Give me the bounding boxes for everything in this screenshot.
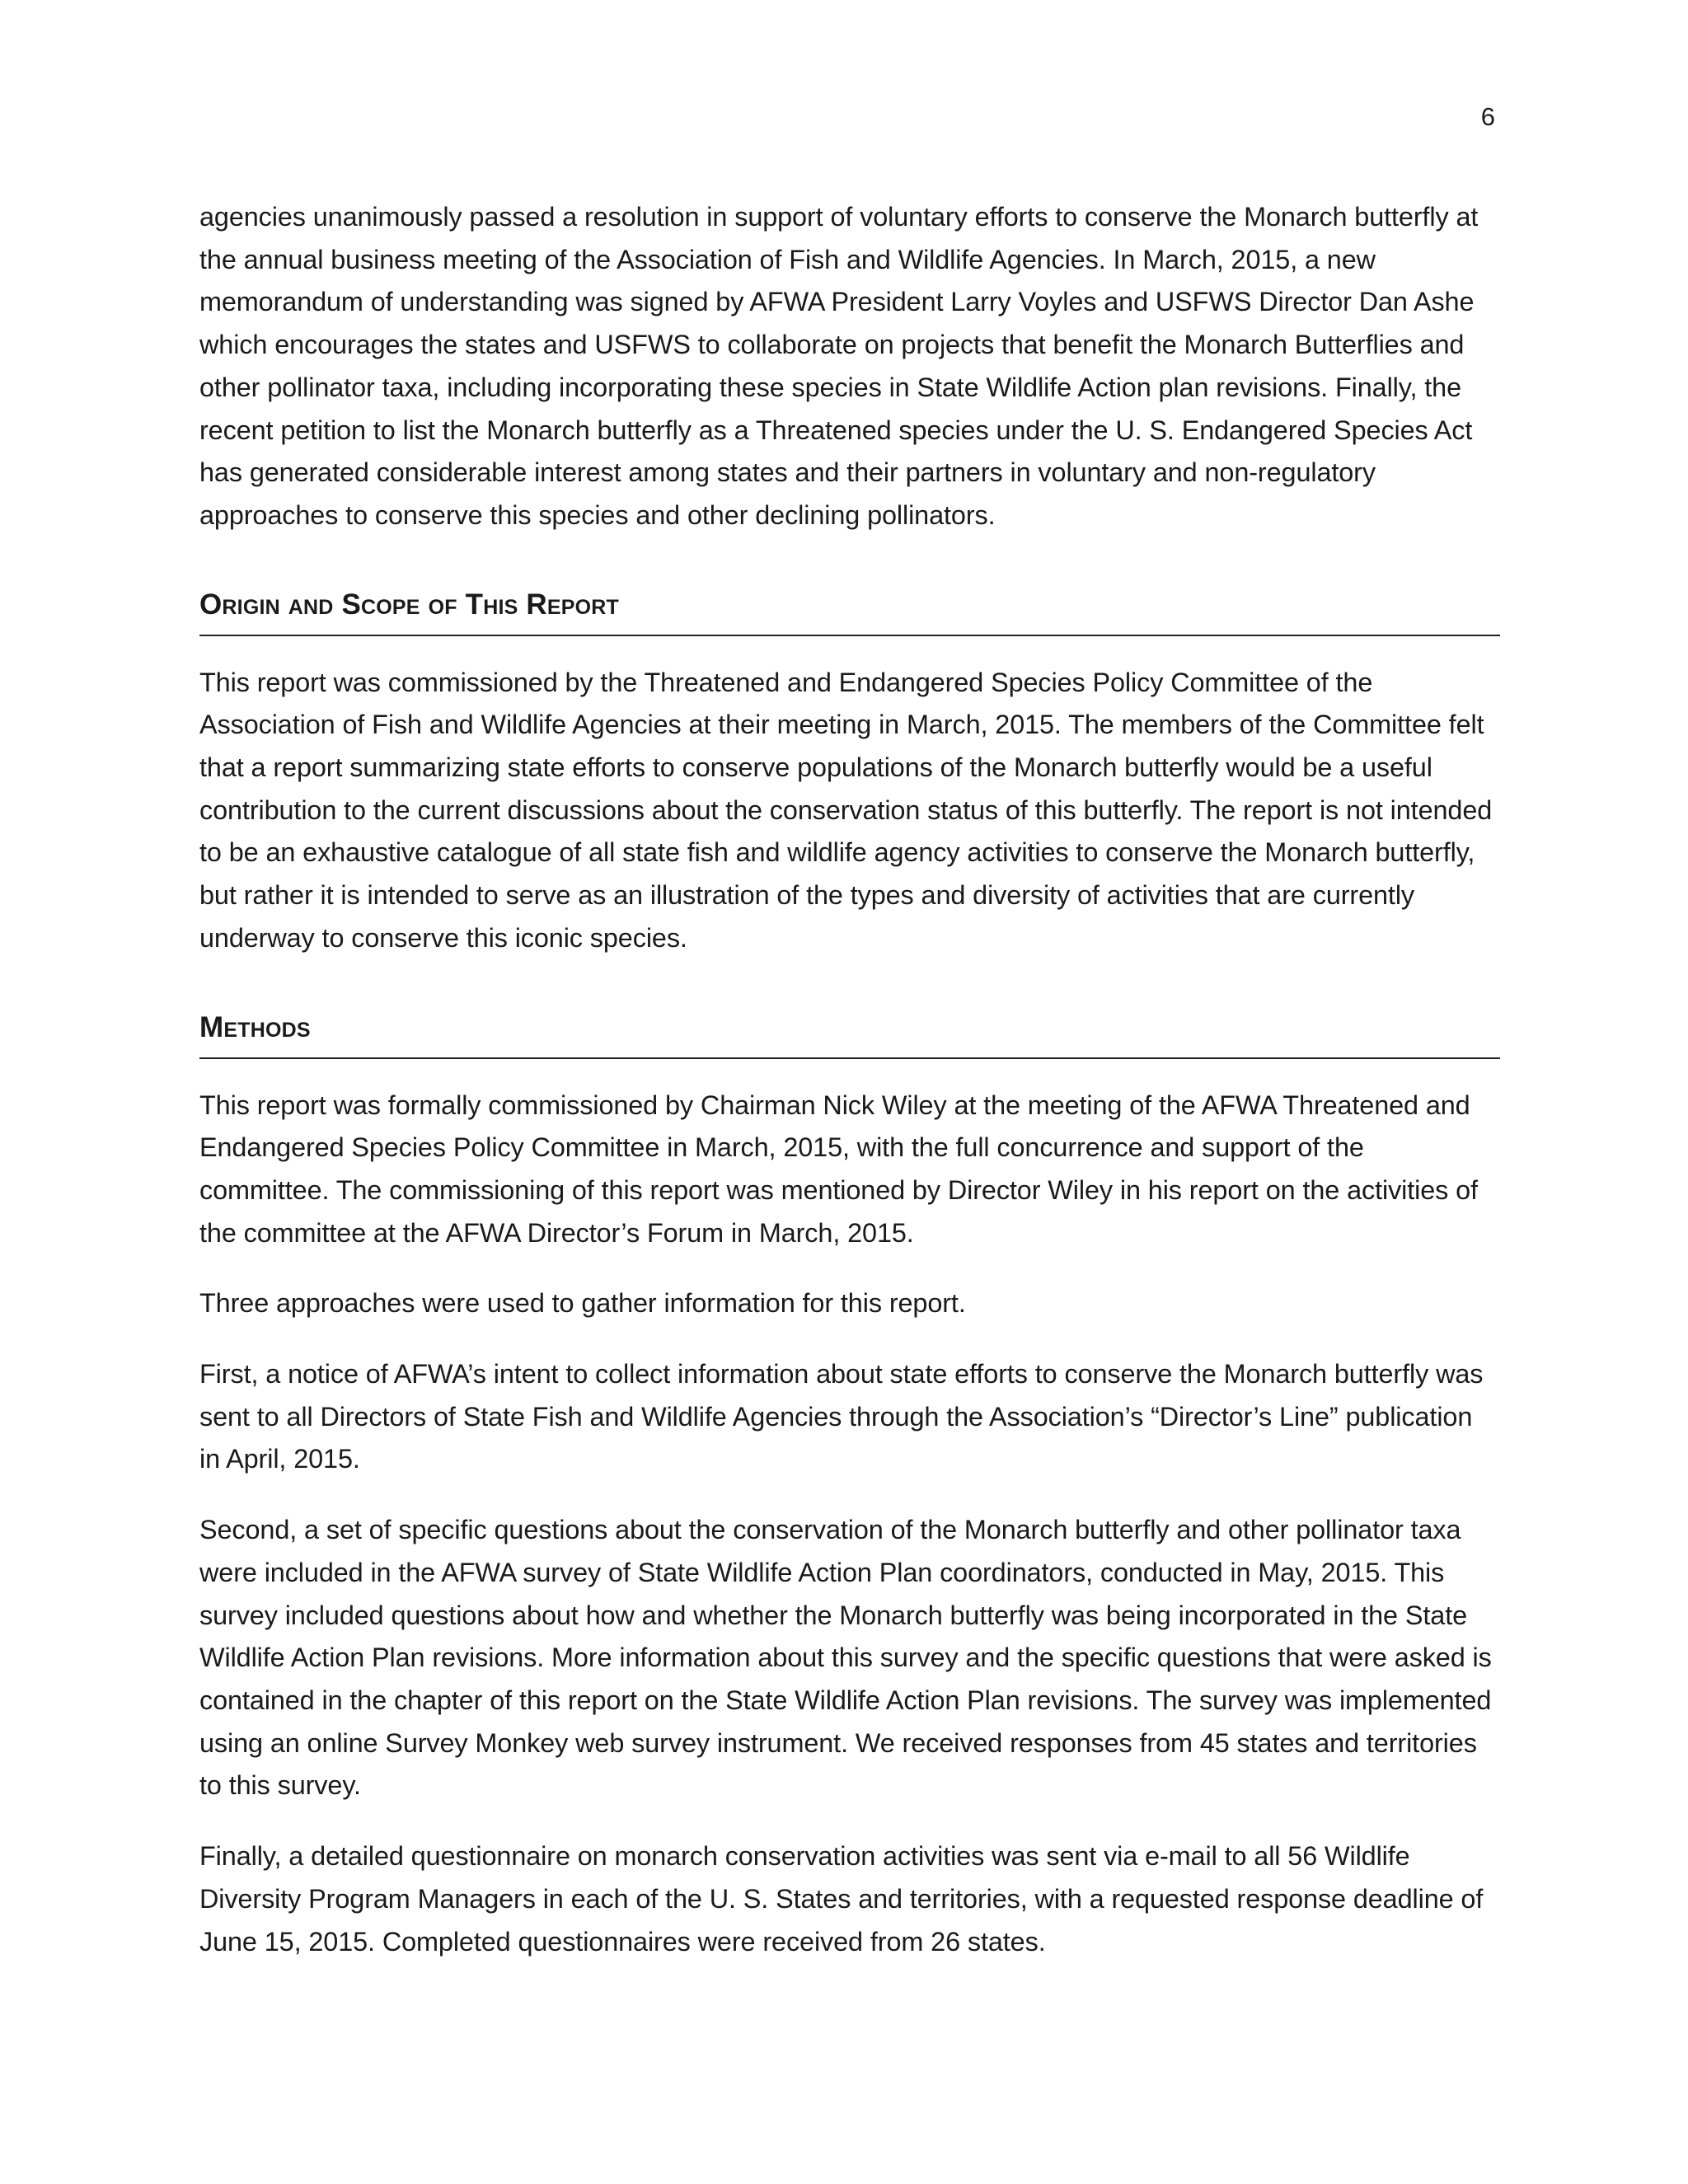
- intro-continuation-paragraph: agencies unanimously passed a resolution in support of voluntary efforts to conserve the Monarch butterfly at the annual business meeting of the Association of Fish and Wildlife Agencies. In March, 2015, a new memorandum of understanding was signed by AFWA President Larry Voyles and USFWS Director Dan Ashe which encourages the states and USFWS to collaborate on projects that benefit the Monarch Butterflies and other pollinator taxa, including incorporating these species in State Wildlife Action plan revisions. Finally, the recent petition to list the Monarch butterfly as a Threatened species under the U. S. Endangered Species Act has generated considerable interest among states and their partners in voluntary and non-regulatory approaches to conserve this species and other declining pollinators.: [199, 202, 1479, 530]
- methods-heading: Methods: [199, 1010, 1500, 1059]
- methods-paragraph-second: Second, a set of specific questions about the conservation of the Monarch butterfly and other pollinator taxa were included in the AFWA survey of State Wildlife Action Plan coordinators, conducted in May, 2015. This survey included questions about how and whether the Monarch butterfly was being incorporated in the State Wildlife Action Plan revisions. More information about this survey and the specific questions that were asked is contained in the chapter of this report on the State Wildlife Action Plan revisions. The survey was implemented using an online Survey Monkey web survey instrument. We received responses from 45 states and territories to this survey.: [199, 1515, 1492, 1801]
- methods-paragraph-finally: Finally, a detailed questionnaire on monarch conservation activities was sent via e-mail to all 56 Wildlife Diversity Program Managers in each of the U. S. States and territories, with a requested response deadline of June 15, 2015. Completed questionnaires were received from 26 states.: [199, 1841, 1484, 1957]
- page-number: 6: [1480, 102, 1495, 131]
- methods-paragraph-approaches: Three approaches were used to gather information for this report.: [199, 1288, 966, 1319]
- methods-paragraph-commissioning: This report was formally commissioned by Chairman Nick Wiley at the meeting of the AFWA Threatened and Endangered Species Policy Committee in March, 2015, with the full concurrence and support of the committee. The commissioning of this report was mentioned by Director Wiley in his report on the activities of the committee at the AFWA Director’s Forum in March, 2015.: [199, 1090, 1478, 1248]
- origin-scope-heading: Origin and Scope of This Report: [199, 587, 1500, 636]
- document-body: [199, 196, 1500, 1963]
- methods-paragraph-first: First, a notice of AFWA’s intent to collect information about state efforts to conserve the Monarch butterfly was sent to all Directors of State Fish and Wildlife Agencies through the Association’s “Director’s Line” publication in April, 2015.: [199, 1359, 1484, 1474]
- origin-scope-paragraph: This report was commissioned by the Threatened and Endangered Species Policy Committee of the Association of Fish and Wildlife Agencies at their meeting in March, 2015. The members of the Committee felt that a report summarizing state efforts to conserve populations of the Monarch butterfly would be a useful contribution to the current discussions about the conservation status of this butterfly. The report is not intended to be an exhaustive catalogue of all state fish and wildlife agency activities to conserve the Monarch butterfly, but rather it is intended to serve as an illustration of the types and diversity of activities that are currently underway to conserve this iconic species.: [199, 667, 1493, 953]
